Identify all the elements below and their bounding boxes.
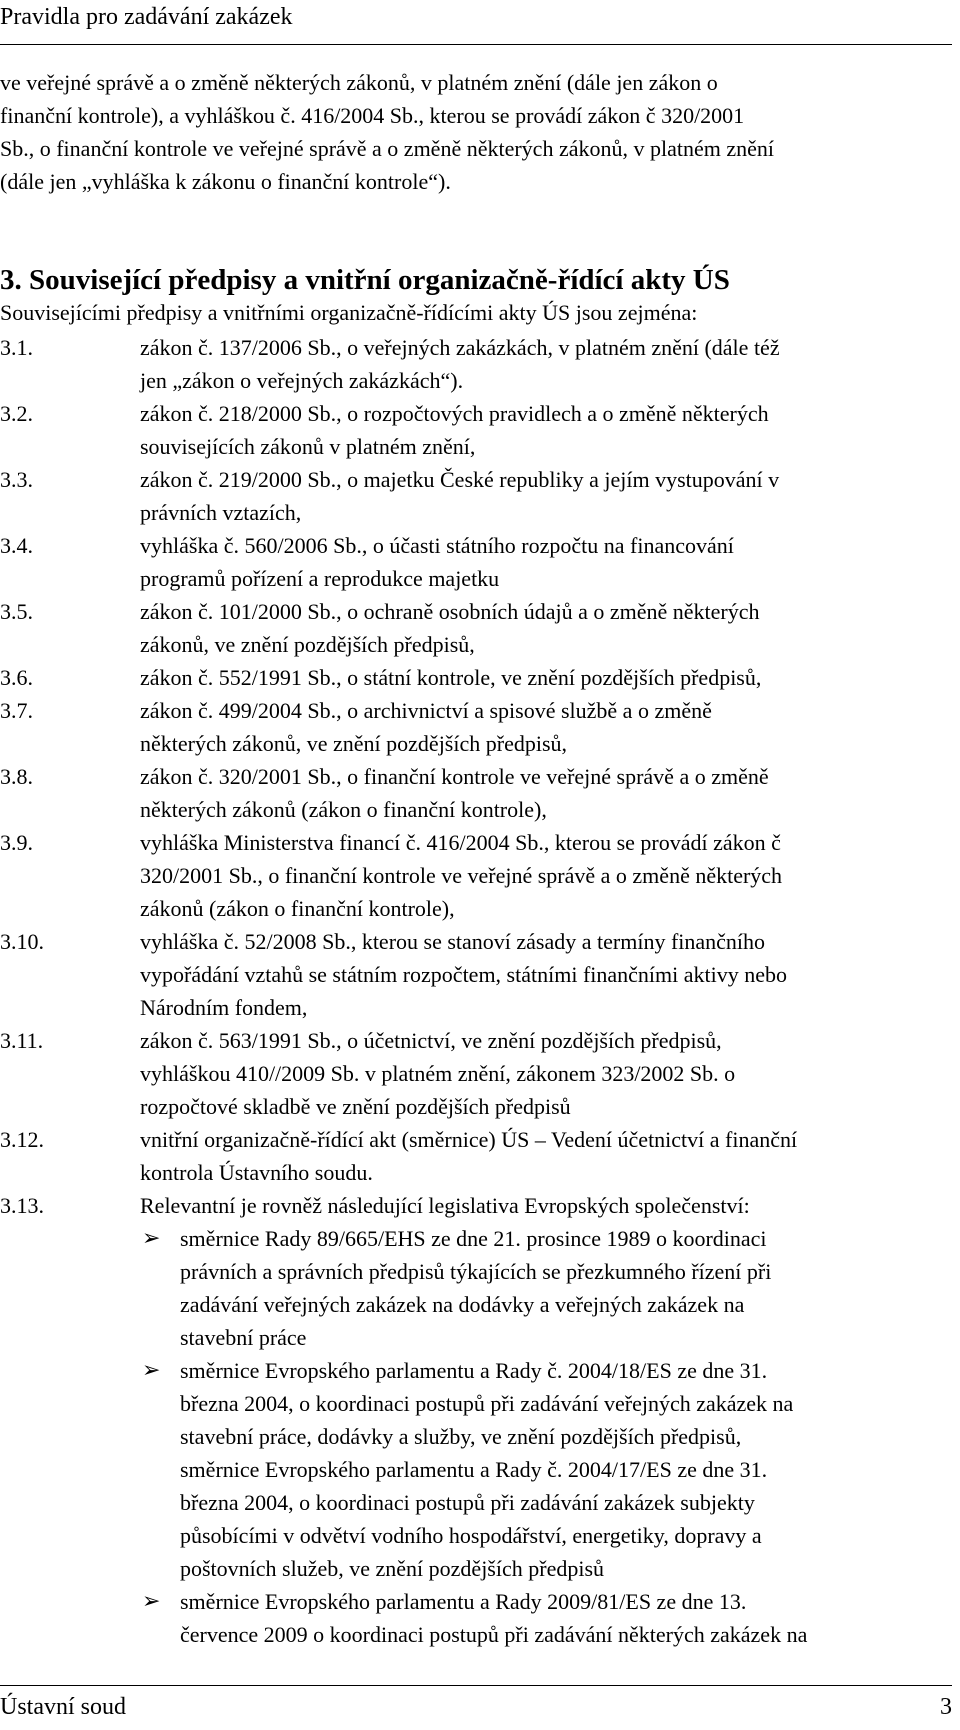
list-item-text [140, 331, 952, 397]
list-item-text [140, 760, 952, 826]
list-item-line: Relevantní je rovněž následující legislativa Evropských společenství: [140, 1193, 750, 1218]
list-item-line: kontrola Ústavního soudu. [140, 1160, 373, 1185]
list-item-number: 3.2. [0, 401, 33, 426]
bullet-line: působícími v odvětví vodního hospodářství, energetiky, dopravy a [180, 1523, 762, 1548]
footer-rule [0, 1685, 952, 1686]
running-header-title: Pravidla pro zadávání zakázek [0, 4, 293, 30]
list-item-text [140, 826, 952, 925]
bullet-line: stavební práce [180, 1325, 307, 1350]
list-item-number: 3.1. [0, 335, 33, 360]
arrowhead-bullet-icon: ➢ [142, 1226, 161, 1251]
list-item-text [140, 397, 952, 463]
bullet-line: stavební práce, dodávky a služby, ve znění pozdějších předpisů, [180, 1424, 742, 1449]
list-item-line: zákonů (zákon o finanční kontrole), [140, 896, 455, 921]
list-item-number: 3.5. [0, 599, 33, 624]
list-item-number: 3.13. [0, 1193, 44, 1218]
list-item-line: vyhláška Ministerstva financí č. 416/2004 Sb., kterou se provádí zákon č [140, 830, 781, 855]
list-item [0, 826, 952, 925]
bullet-item [140, 1585, 952, 1651]
section-heading: 3. Související předpisy a vnitřní organizačně-řídící akty ÚS [0, 264, 730, 296]
bullet-line: března 2004, o koordinaci postupů při zadávání zakázek subjekty [180, 1490, 755, 1515]
list-item-number: 3.3. [0, 467, 33, 492]
bullet-line: směrnice Evropského parlamentu a Rady 2009/81/ES ze dne 13. [180, 1589, 747, 1614]
list-item-number: 3.9. [0, 830, 33, 855]
list-item-number: 3.7. [0, 698, 33, 723]
bullet-line: směrnice Evropského parlamentu a Rady č. 2004/18/ES ze dne 31. [180, 1358, 768, 1383]
list-item-line: 320/2001 Sb., o finanční kontrole ve veřejné správě a o změně některých [140, 863, 783, 888]
bullet-text [180, 1585, 952, 1651]
bullet-line: směrnice Rady 89/665/EHS ze dne 21. prosince 1989 o koordinaci [180, 1226, 767, 1251]
list-item-line: některých zákonů (zákon o finanční kontrole), [140, 797, 547, 822]
section-lead-text: Souvisejícími předpisy a vnitřními organizačně-řídícími akty ÚS jsou zejména: [0, 300, 698, 325]
list-item-line: zákon č. 101/2000 Sb., o ochraně osobních údajů a o změně některých [140, 599, 760, 624]
list-item-number: 3.11. [0, 1028, 44, 1053]
list-item [0, 694, 952, 760]
list-item [0, 529, 952, 595]
list-item [0, 1024, 952, 1123]
bullet-line: července 2009 o koordinaci postupů při zadávání některých zakázek na [180, 1622, 808, 1647]
intro-line: ve veřejné správě a o změně některých zákonů, v platném znění (dále jen zákon o [0, 70, 718, 95]
list-item [0, 595, 952, 661]
list-item-line: právních vztazích, [140, 500, 302, 525]
list-item-number: 3.12. [0, 1127, 44, 1152]
list-item-text [140, 463, 952, 529]
list-item-line: zákonů, ve znění pozdějších předpisů, [140, 632, 475, 657]
intro-paragraph [0, 66, 952, 198]
intro-line: (dále jen „vyhláška k zákonu o finanční kontrole“). [0, 169, 451, 194]
list-item-text [140, 1189, 952, 1222]
list-item-line: zákon č. 499/2004 Sb., o archivnictví a spisové službě a o změně [140, 698, 712, 723]
bullet-line: března 2004, o koordinaci postupů při zadávání veřejných zakázek na [180, 1391, 794, 1416]
list-item-line: vyhláškou 410//2009 Sb. v platném znění, zákonem 323/2002 Sb. o [140, 1061, 736, 1086]
list-item-line: jen „zákon o veřejných zakázkách“). [140, 368, 464, 393]
list-item-line: zákon č. 552/1991 Sb., o státní kontrole, ve znění pozdějších předpisů, [140, 665, 762, 690]
list-item [0, 397, 952, 463]
list-item [0, 925, 952, 1024]
list-item-line: zákon č. 137/2006 Sb., o veřejných zakázkách, v platném znění (dále též [140, 335, 780, 360]
list-item [0, 463, 952, 529]
footer-organization: Ústavní soud [0, 1694, 126, 1720]
list-item-line: vnitřní organizačně-řídící akt (směrnice) ÚS – Vedení účetnictví a finanční [140, 1127, 798, 1152]
list-item-line: vyhláška č. 52/2008 Sb., kterou se stanoví zásady a termíny finančního [140, 929, 766, 954]
list-item-line: zákon č. 218/2000 Sb., o rozpočtových pravidlech a o změně některých [140, 401, 769, 426]
list-item-text [140, 661, 952, 694]
list-item-line: souvisejících zákonů v platném znění, [140, 434, 476, 459]
intro-line: finanční kontrole), a vyhláškou č. 416/2004 Sb., kterou se provádí zákon č 320/2001 [0, 103, 745, 128]
bullet-line: poštovních služeb, ve znění pozdějších předpisů [180, 1556, 605, 1581]
list-item [0, 1123, 952, 1189]
list-item [0, 760, 952, 826]
bullet-line: zadávání veřejných zakázek na dodávky a veřejných zakázek na [180, 1292, 745, 1317]
list-item-text [140, 1024, 952, 1123]
list-item-text [140, 925, 952, 1024]
bullet-text [180, 1222, 952, 1354]
list-item-text [140, 1123, 952, 1189]
list-item-number: 3.10. [0, 929, 44, 954]
list-item-text [140, 529, 952, 595]
list-item-text [140, 595, 952, 661]
eu-legislation-bullets [0, 1222, 952, 1651]
header-rule [0, 44, 952, 45]
list-item-text [140, 694, 952, 760]
list-item-line: zákon č. 219/2000 Sb., o majetku České republiky a jejím vystupování v [140, 467, 780, 492]
page-number: 3 [940, 1694, 952, 1720]
bullet-line: právních a správních předpisů týkajících se přezkumného řízení při [180, 1259, 772, 1284]
list-item-line: programů pořízení a reprodukce majetku [140, 566, 500, 591]
list-item-line: zákon č. 563/1991 Sb., o účetnictví, ve znění pozdějších předpisů, [140, 1028, 722, 1053]
arrowhead-bullet-icon: ➢ [142, 1358, 161, 1383]
list-item-line: zákon č. 320/2001 Sb., o finanční kontrole ve veřejné správě a o změně [140, 764, 769, 789]
bullet-text [180, 1354, 952, 1585]
list-item-line: vypořádání vztahů se státním rozpočtem, státními finančními aktivy nebo [140, 962, 788, 987]
intro-line: Sb., o finanční kontrole ve veřejné správě a o změně některých zákonů, v platném znění [0, 136, 774, 161]
bullet-line: směrnice Evropského parlamentu a Rady č. 2004/17/ES ze dne 31. [180, 1457, 768, 1482]
list-item [0, 1189, 952, 1222]
list-item-number: 3.8. [0, 764, 33, 789]
list-item-line: vyhláška č. 560/2006 Sb., o účasti státního rozpočtu na financování [140, 533, 734, 558]
list-item [0, 661, 952, 694]
list-item-line: Národním fondem, [140, 995, 308, 1020]
bullet-item [140, 1354, 952, 1585]
list-item-line: některých zákonů, ve znění pozdějších předpisů, [140, 731, 568, 756]
list-item-number: 3.4. [0, 533, 33, 558]
list-item-number: 3.6. [0, 665, 33, 690]
list-item [0, 331, 952, 397]
regulations-list [0, 331, 952, 1651]
arrowhead-bullet-icon: ➢ [142, 1589, 161, 1614]
list-item-line: rozpočtové skladbě ve znění pozdějších předpisů [140, 1094, 571, 1119]
bullet-item [140, 1222, 952, 1354]
